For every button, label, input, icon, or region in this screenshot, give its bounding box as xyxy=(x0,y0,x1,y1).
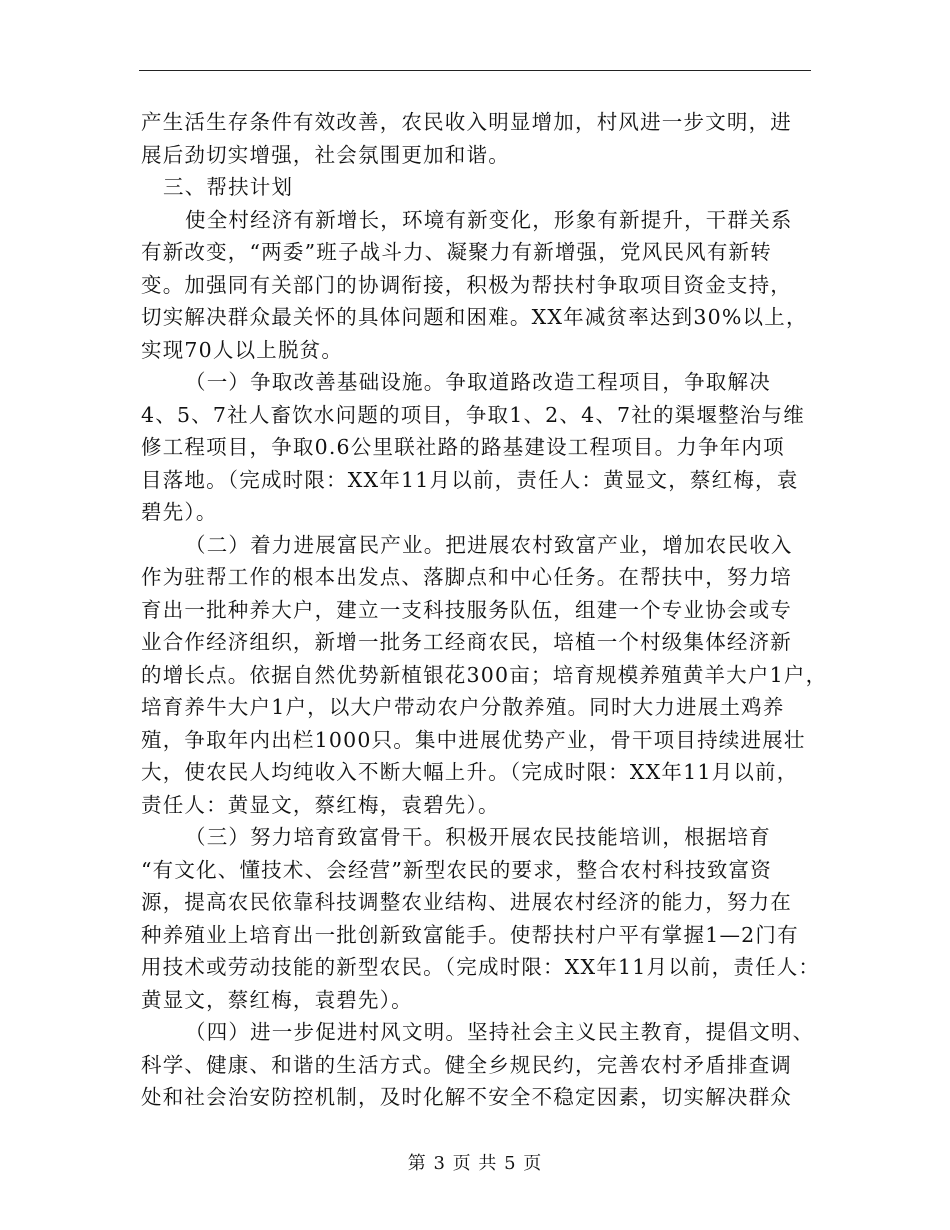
body-line: 实现70人以上脱贫。 xyxy=(141,337,344,362)
body-line: “有文化、懂技术、会经营”新型农民的要求，整合农村科技致富资 xyxy=(141,857,772,882)
body-line: 培育养牛大户1户，以大户带动农户分散养殖。同时大力进展土鸡养 xyxy=(141,695,785,719)
page-number: 第 3 页 共 5 页 xyxy=(407,1153,543,1174)
body-line: 处和社会治安防控机制，及时化解不安全不稳定因素，切实解决群众 xyxy=(141,1085,792,1109)
body-line: 的增长点。依据自然优势新植银花300亩；培育规模养殖黄羊大户1户， xyxy=(141,662,828,687)
body-line: 变。加强同有关部门的协调衔接，积极为帮扶村争取项目资金支持， xyxy=(141,272,792,297)
body-line: 产生活生存条件有效改善，农民收入明显增加，村风进一步文明，进 xyxy=(141,110,792,134)
body-line: 殖，争取年内出栏1000只。集中进展优势产业，骨干项目持续进展壮 xyxy=(141,727,806,752)
subsection-line: （二）着力进展富民产业。把进展农村致富产业，增加农民收入 xyxy=(185,532,793,557)
body-line: 使全村经济有新增长，环境有新变化，形象有新提升，干群关系 xyxy=(185,207,793,232)
body-line: 目落地。（完成时限：XX年11月以前，责任人：黄显文，蔡红梅，袁 xyxy=(141,467,799,492)
body-line: 有新改变，“两委”班子战斗力、凝聚力有新增强，党风民风有新转 xyxy=(141,240,772,264)
body-line: 修工程项目，争取0.6公里联社路的路基建设工程项目。力争年内项 xyxy=(141,435,785,459)
header-rule xyxy=(139,70,811,71)
subsection-line: （一）争取改善基础设施。争取道路改造工程项目，争取解决 xyxy=(185,370,771,394)
body-line: 责任人：黄显文，蔡红梅，袁碧先）。 xyxy=(141,792,500,817)
body-line: 源，提高农民依靠科技调整农业结构、进展农村经济的能力，努力在 xyxy=(141,890,792,914)
body-line: 切实解决群众最关怀的具体问题和困难。XX年减贫率达到30%以上， xyxy=(141,305,808,329)
body-line: 育出一批种养大户，建立一支科技服务队伍，组建一个专业协会或专 xyxy=(141,597,792,622)
body-line: 4、5、7社人畜饮水问题的项目，争取1、2、4、7社的渠堰整治与维 xyxy=(141,402,805,427)
document-body xyxy=(141,106,828,1114)
body-line: 科学、健康、和谐的生活方式。健全乡规民约，完善农村矛盾排查调 xyxy=(141,1052,792,1077)
body-line: 碧先）。 xyxy=(141,500,218,524)
body-line: 展后劲切实增强，社会氛围更加和谐。 xyxy=(141,142,510,167)
body-line: 大，使农民人均纯收入不断大幅上升。（完成时限：XX年11月以前， xyxy=(141,760,799,784)
body-line: 黄显文，蔡红梅，袁碧先）。 xyxy=(141,987,413,1012)
body-line: 作为驻帮工作的根本出发点、落脚点和中心任务。在帮扶中，努力培 xyxy=(141,565,792,589)
section-heading: 三、帮扶计划 xyxy=(163,175,294,199)
body-line: 业合作经济组织，新增一批务工经商农民，培植一个村级集体经济新 xyxy=(141,630,792,654)
body-line: 用技术或劳动技能的新型农民。（完成时限：XX年11月以前，责任人： xyxy=(141,955,821,979)
body-line: 种养殖业上培育出一批创新致富能手。使帮扶村户平有掌握1—2门有 xyxy=(141,922,799,947)
subsection-line: （四）进一步促进村风文明。坚持社会主义民主教育，提倡文明、 xyxy=(185,1020,815,1044)
subsection-line: （三）努力培育致富骨干。积极开展农民技能培训，根据培育 xyxy=(185,825,771,849)
